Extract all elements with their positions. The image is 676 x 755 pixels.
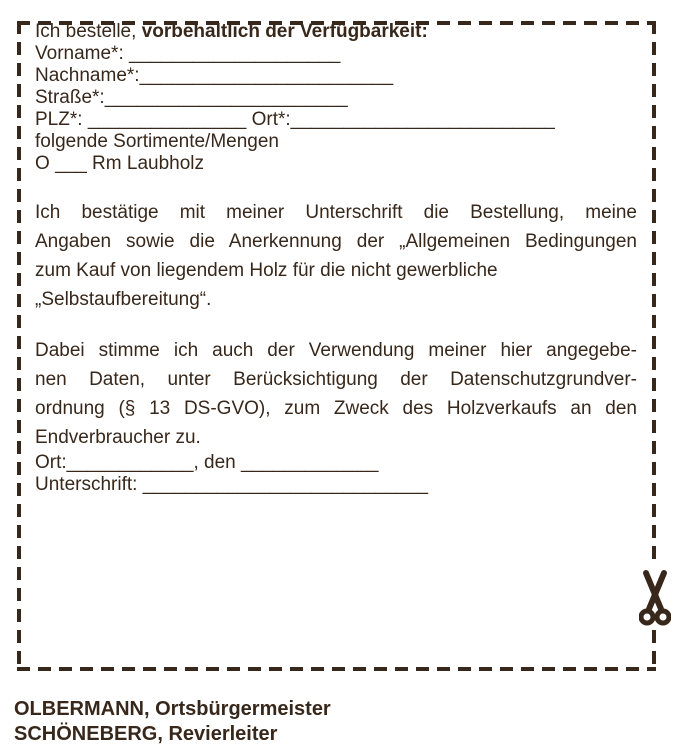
field-strasse-label: Straße*: xyxy=(35,87,105,108)
ort-blank: ____________ xyxy=(66,452,194,473)
field-strasse xyxy=(35,87,637,109)
scissors-icon xyxy=(637,567,673,629)
option-marker: O xyxy=(35,153,56,174)
sortiment-option-laubholz xyxy=(35,153,637,175)
den-blank: _____________ xyxy=(241,452,379,473)
signature-forester: SCHÖNEBERG, Revierleiter xyxy=(14,723,278,745)
unterschrift-label: Unterschrift: xyxy=(35,474,143,495)
paragraph-line: Dabei stimme ich auch der Verwendung meiner hier angegebe- xyxy=(35,340,637,361)
paragraph-line: nen Daten, unter Berücksichtigung der Datenschutzgrundver- xyxy=(35,369,637,390)
field-strasse-blank: _______________________ xyxy=(104,87,348,108)
field-nachname-blank: ________________________ xyxy=(139,65,394,86)
paragraph-line: Endverbraucher zu. xyxy=(35,427,201,448)
paragraph-line: ordnung (§ 13 DS-GVO), zum Zweck des Holzverkaufs an den xyxy=(35,398,637,419)
form-intro-regular: Ich bestelle, xyxy=(35,21,142,42)
paragraph-line: Angaben sowie die Anerkennung der „Allgemeinen Bedingungen xyxy=(35,231,637,252)
field-plz-label: PLZ*: xyxy=(35,109,88,130)
field-vorname-label: Vorname*: xyxy=(35,43,129,64)
form-intro-bold: vorbehaltlich der Verfügbarkeit: xyxy=(141,21,428,42)
field-nachname xyxy=(35,65,637,87)
sortiment-heading: folgende Sortimente/Mengen xyxy=(35,131,279,152)
field-vorname-blank: ____________________ xyxy=(129,43,341,64)
privacy-paragraph xyxy=(35,336,637,452)
field-vorname xyxy=(35,43,637,65)
field-ort-label: Ort*: xyxy=(246,109,291,130)
field-plz-blank: _______________ xyxy=(87,109,247,130)
den-label: , den xyxy=(193,452,242,473)
field-unterschrift xyxy=(35,474,637,496)
field-nachname-label: Nachname*: xyxy=(35,65,140,86)
signature-mayor: OLBERMANN, Ortsbürgermeister xyxy=(14,698,331,720)
form-intro xyxy=(35,21,637,43)
order-form-coupon xyxy=(17,21,656,671)
confirmation-paragraph xyxy=(35,198,637,314)
ort-label: Ort: xyxy=(35,452,67,473)
option-label: Rm Laubholz xyxy=(86,153,204,174)
unterschrift-blank: ___________________________ xyxy=(142,474,429,495)
paragraph-line: „Selbstaufbereitung“. xyxy=(35,289,212,310)
paragraph-line: zum Kauf von liegendem Holz für die nicht gewerbliche xyxy=(35,260,498,281)
option-quantity-blank: ___ xyxy=(55,153,87,174)
paragraph-line: Ich bestätige mit meiner Unterschrift die Bestellung, meine xyxy=(35,202,637,223)
signature-block xyxy=(14,697,331,747)
field-ort-blank: _________________________ xyxy=(290,109,555,130)
field-plz-ort xyxy=(35,109,637,131)
field-ort-den xyxy=(35,452,637,474)
